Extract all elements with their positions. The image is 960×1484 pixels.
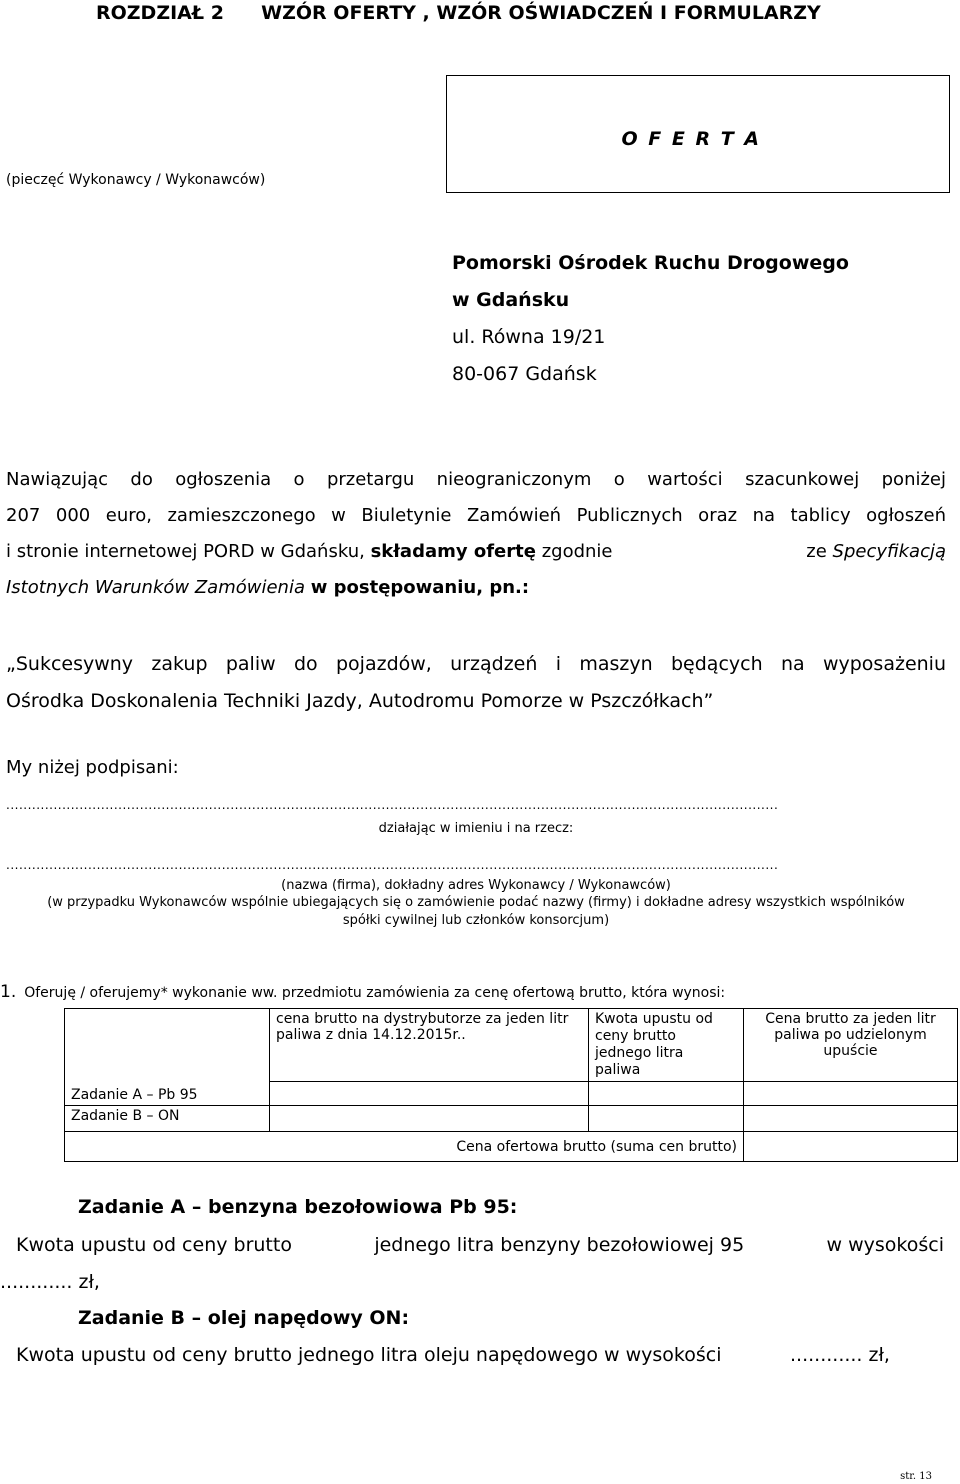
- contractor-name-note: (nazwa (firma), dokładny adres Wykonawcy / Wykonawców): [281, 878, 671, 893]
- cell-b-final[interactable]: [744, 1106, 958, 1132]
- table-row-a: [65, 1082, 958, 1106]
- page-number: str. 13: [900, 1471, 932, 1482]
- address-line-2: w Gdańsku: [452, 289, 570, 311]
- cell-a-discount[interactable]: [589, 1082, 744, 1106]
- task-a-heading: Zadanie A – benzyna bezołowiowa Pb 95:: [78, 1196, 518, 1218]
- point-text: Oferuję / oferujemy* wykonanie ww. przedmiotu zamówienia za cenę ofertową brutto, która wynosi:: [24, 985, 726, 1001]
- col-price-after-discount: Cena brutto za jeden litr paliwa po udzielonym upuście: [744, 1009, 958, 1082]
- intro-line-4: Istotnych Warunków Zamówienia w postępowaniu, pn.:: [6, 577, 530, 598]
- signed-label: My niżej podpisani:: [6, 757, 179, 778]
- total-label: Cena ofertowa brutto (suma cen brutto): [65, 1132, 744, 1162]
- cell-a-price[interactable]: [270, 1082, 589, 1106]
- order-subject: [6, 646, 946, 720]
- table-header-row: [65, 1009, 958, 1082]
- acting-label: działając w imieniu i na rzecz:: [378, 821, 574, 836]
- subject-line-2: Ośrodka Doskonalenia Techniki Jazdy, Autodromu Pomorze w Pszczółkach”: [6, 690, 714, 712]
- cell-a-final[interactable]: [744, 1082, 958, 1106]
- table-empty-cell: [65, 1009, 270, 1082]
- chapter-title: WZÓR OFERTY , WZÓR OŚWIADCZEŃ I FORMULARZY: [261, 2, 821, 24]
- point-number: 1.: [0, 982, 17, 1002]
- intro-line-1: Nawiązując do ogłoszenia o przetargu nieograniczonym o wartości szacunkowej poniżej: [6, 469, 946, 490]
- recipient-address: [452, 245, 849, 393]
- col-distributor-price: cena brutto na dystrybutorze za jeden litr paliwa z dnia 14.12.2015r..: [270, 1009, 589, 1082]
- task-a-amount[interactable]: ............ zł,: [0, 1271, 100, 1293]
- address-line-3: ul. Równa 19/21: [452, 326, 606, 348]
- address-line-4: 80-067 Gdańsk: [452, 363, 597, 385]
- cell-total[interactable]: [744, 1132, 958, 1162]
- table-row-b: [65, 1106, 958, 1132]
- intro-line-3: i stronie internetowej PORD w Gdańsku, składamy ofertę zgodnie ze Specyfikacją: [6, 541, 946, 562]
- table-total-row: [65, 1132, 958, 1162]
- price-table: [64, 1008, 958, 1162]
- col-discount: Kwota upustu od ceny brutto jednego litra paliwa: [589, 1009, 744, 1082]
- stamp-label: (pieczęć Wykonawcy / Wykonawców): [6, 172, 266, 188]
- row-label-b: Zadanie B – ON: [65, 1106, 270, 1132]
- row-label-a: Zadanie A – Pb 95: [65, 1082, 270, 1106]
- offer-title: O F E R T A: [621, 128, 761, 150]
- offer-title-box: [446, 75, 950, 193]
- joint-note-line-1: (w przypadku Wykonawców wspólnie ubiegających się o zamówienie podać nazwy (firmy) i dokładne adresy wszystkich wspólników: [47, 895, 905, 910]
- intro-line-2: 207 000 euro, zamieszczonego w Biuletynie Zamówień Publicznych oraz na tablicy ogłoszeń: [6, 505, 946, 526]
- intro-paragraph: [6, 462, 946, 606]
- cell-b-discount[interactable]: [589, 1106, 744, 1132]
- task-b-amount[interactable]: ............ zł,: [790, 1344, 890, 1366]
- task-a-line: Kwota upustu od ceny brutto jednego litra benzyny bezołowiowej 95 w wysokości: [16, 1234, 944, 1256]
- chapter-header: [96, 2, 821, 24]
- joint-note-line-2: spółki cywilnej lub członków konsorcjum): [342, 913, 610, 928]
- offer-point-1: [0, 982, 725, 1002]
- task-b-line: Kwota upustu od ceny brutto jednego litra oleju napędowego w wysokości: [16, 1344, 722, 1366]
- subject-line-1: „Sukcesywny zakup paliw do pojazdów, urządzeń i maszyn będących na wyposażeniu: [6, 653, 946, 675]
- address-line-1: Pomorski Ośrodek Ruchu Drogowego: [452, 252, 849, 274]
- chapter-number: ROZDZIAŁ 2: [96, 2, 224, 24]
- signatory-fill-line[interactable]: ...................................................................................................................................................................................: [6, 798, 779, 812]
- task-b-heading: Zadanie B – olej napędowy ON:: [78, 1307, 410, 1329]
- cell-b-price[interactable]: [270, 1106, 589, 1132]
- contractor-fill-line[interactable]: ...................................................................................................................................................................................: [6, 858, 779, 872]
